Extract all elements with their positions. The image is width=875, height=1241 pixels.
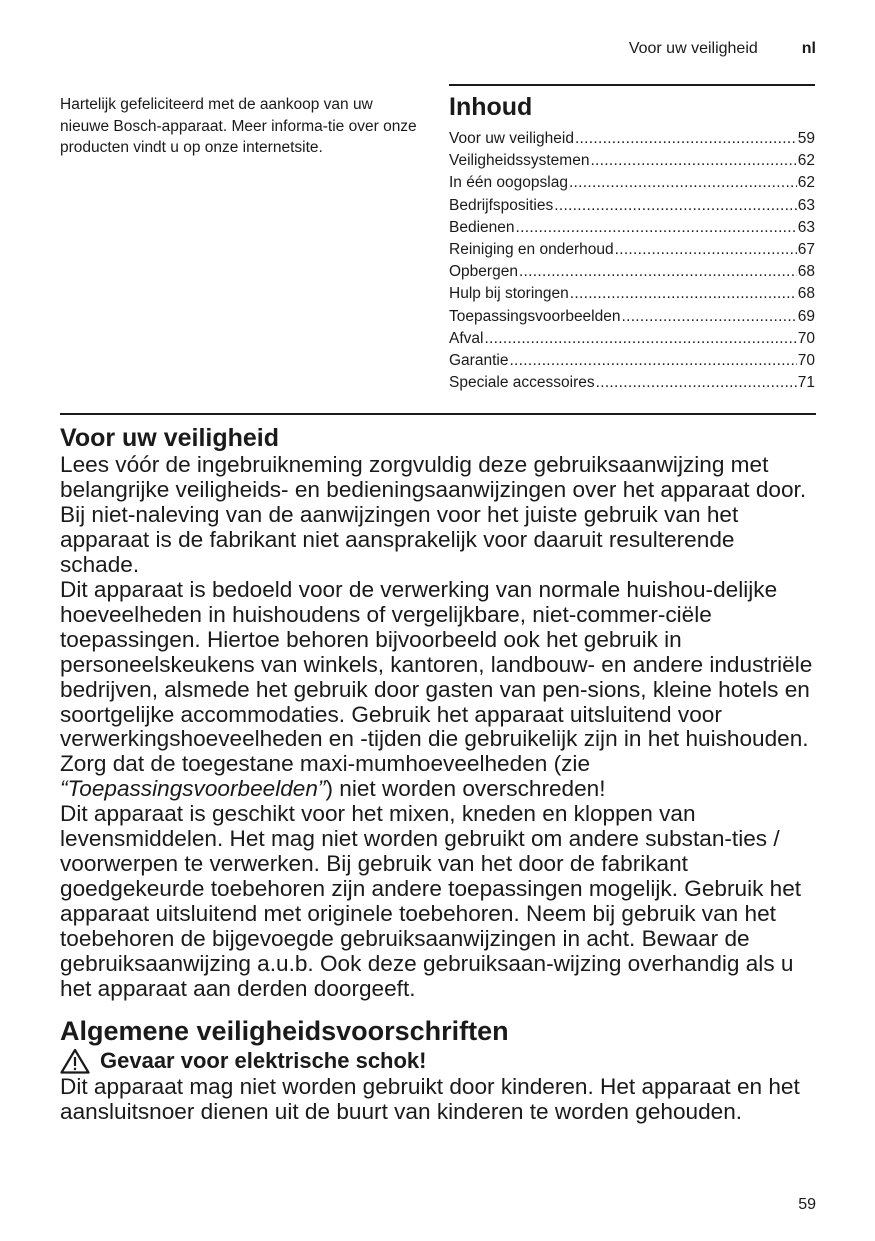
toc-item-label: Opbergen (449, 263, 518, 281)
toc-item-page: 70 (797, 329, 815, 347)
toc-item[interactable] (449, 283, 815, 305)
toc-item[interactable] (449, 306, 815, 328)
toc-item-label: Voor uw veiligheid (449, 130, 574, 147)
toc-item[interactable] (449, 350, 815, 372)
toc-item-page: 68 (797, 263, 815, 281)
toc-item-label: Reiniging en onderhoud (449, 241, 614, 259)
toc-item-page: 71 (797, 374, 815, 392)
header-section-title: Voor uw veiligheid (628, 40, 758, 57)
toc-item-label: Garantie (449, 352, 509, 370)
toc-item-label: In één oogopslag (449, 174, 568, 192)
toc-item[interactable] (449, 195, 815, 217)
toc-item-page: 67 (797, 241, 815, 259)
language-code: nl (801, 40, 816, 57)
cross-reference: “Toepassingsvoorbeelden” (60, 776, 326, 802)
warning-text: Dit apparaat mag niet worden gebruikt door kinderen. Het apparaat en het aansluitsnoer dienen uit de buurt van kinderen te worden gehouden. (60, 1073, 800, 1124)
toc-title: Inhoud (449, 93, 533, 121)
section-title: Voor uw veiligheid (60, 424, 280, 452)
toc-item[interactable] (449, 372, 815, 394)
body-paragraph (60, 578, 816, 803)
main-content (60, 413, 816, 1125)
paragraph-text: ) niet worden overschreden! (325, 776, 606, 802)
toc-item[interactable] (449, 328, 815, 350)
warning-triangle-icon (60, 1048, 90, 1074)
toc-list (449, 128, 815, 394)
toc-item-page: 70 (797, 352, 815, 370)
toc-item-page: 68 (797, 285, 815, 303)
toc-item-page: 69 (797, 307, 815, 325)
toc-item-page: 63 (797, 218, 815, 236)
body-paragraph: Lees vóór de ingebruikneming zorgvuldig deze gebruiksaanwijzing met belangrijke veiligheids- en bedieningsaanwijzingen over het apparaat door. Bij niet-naleving van de aanwijzingen voor het juiste gebruik van het apparaat is de fabrikant niet aansprakelijk voor daaruit resulterende schade. (60, 452, 807, 577)
toc-item-label: Bedienen (449, 218, 515, 236)
page-header (629, 40, 816, 58)
toc-item-label: Hulp bij storingen (449, 285, 569, 303)
warning-title: Gevaar voor elektrische schok! (100, 1047, 427, 1073)
warning-heading (60, 1047, 816, 1075)
page-number: 59 (798, 1196, 816, 1213)
paragraph-text: Dit apparaat is bedoeld voor de verwerking van normale huishou-delijke hoeveelheden in huishoudens of vergelijkbare, niet-commer-ciële toepassingen. Hiertoe behoren bijvoorbeeld ook het gebruik in personeelskeukens van winkels, kantoren, landbouw- en andere industriële bedrijven, alsmede het gebruik door gasten van pen-sions, kleine hotels en soortgelijke accommodaties. Gebruik het apparaat uitsluitend voor verwerkingshoeveelheden en -tijden die gebruikelijk zijn in het huishouden. Zorg dat de toegestane maxi-mumhoeveelheden (zie (60, 576, 813, 777)
toc-item-page: 62 (797, 152, 815, 170)
toc-item-page: 59 (797, 130, 815, 147)
toc-item-label: Bedrijfsposities (449, 196, 554, 214)
toc-item[interactable] (449, 261, 815, 283)
toc-item-label: Veiligheidssystemen (449, 152, 590, 170)
table-of-contents (449, 84, 815, 394)
toc-item[interactable] (449, 150, 815, 172)
subsection-title: Algemene veiligheidsvoorschriften (60, 1015, 509, 1046)
toc-item-label: Afval (449, 329, 484, 347)
toc-item[interactable] (449, 239, 815, 261)
toc-item[interactable] (449, 128, 815, 150)
body-paragraph: Dit apparaat is geschikt voor het mixen, kneden en kloppen van levensmiddelen. Het mag niet worden gebruikt om andere substan-ties / voorwerpen te verwerken. Bij gebruik van het door de fabrikant goedgekeurde toebehoren zijn andere toepassingen mogelijk. Gebruik het apparaat uitsluitend met originele toebehoren. Neem bij gebruik van het toebehoren de bijgevoegde gebruiksaanwijzingen in acht. Bewaar de gebruiksaanwijzing a.u.b. Ook deze gebruiksaan-wijzing overhandig als u het apparaat aan derden doorgeeft. (60, 801, 802, 1002)
toc-item-page: 63 (797, 196, 815, 214)
toc-item[interactable] (449, 172, 815, 194)
toc-item[interactable] (449, 217, 815, 239)
toc-item-label: Toepassingsvoorbeelden (449, 307, 621, 325)
toc-item-page: 62 (797, 174, 815, 192)
intro-text: Hartelijk gefeliciteerd met de aankoop van uw nieuwe Bosch-apparaat. Meer informa-tie over onze producten vindt u op onze internetsite. (60, 96, 417, 156)
toc-item-label: Speciale accessoires (449, 374, 595, 392)
